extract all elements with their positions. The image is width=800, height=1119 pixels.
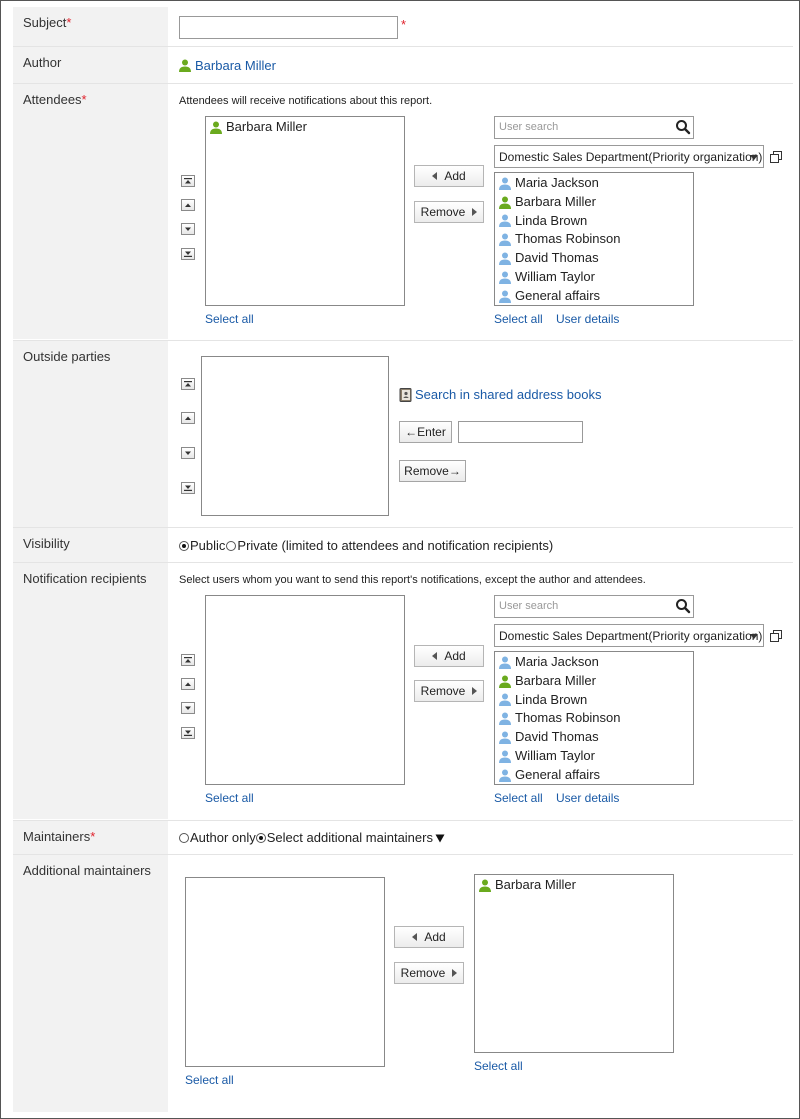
list-item[interactable]: Thomas Robinson	[495, 709, 693, 728]
visibility-private-radio[interactable]	[226, 541, 236, 551]
move-up-button[interactable]	[181, 412, 195, 424]
maintainers-options: Author only Select additional maintainers	[179, 830, 445, 845]
list-item[interactable]: Thomas Robinson	[495, 230, 693, 249]
popout-window-icon[interactable]	[770, 630, 782, 642]
author-row	[13, 47, 793, 83]
arrow-right-icon	[452, 969, 457, 977]
attendees-note: Attendees will receive notifications about this report.	[179, 95, 433, 107]
user-blue-icon	[499, 656, 511, 669]
notification-recipients-label: Notification recipients	[13, 563, 168, 819]
outside-party-input[interactable]	[458, 421, 583, 443]
attendees-candidate-list[interactable]	[494, 172, 694, 306]
maintainers-right-select-all-link[interactable]: Select all	[474, 1059, 523, 1073]
move-up-icon	[183, 414, 193, 422]
author-link[interactable]: Barbara Miller	[179, 58, 276, 73]
attendees-select-all-link[interactable]: Select all	[205, 312, 254, 326]
outside-parties-list[interactable]	[201, 356, 389, 516]
list-item[interactable]: General affairs	[495, 287, 693, 306]
user-blue-icon	[499, 712, 511, 725]
user-blue-icon	[499, 177, 511, 190]
maintainers-candidate-list[interactable]	[185, 877, 385, 1067]
list-item[interactable]: Barbara Miller	[475, 876, 673, 895]
list-item[interactable]: Maria Jackson	[495, 653, 693, 672]
list-item[interactable]: Linda Brown	[495, 212, 693, 231]
user-green-icon	[499, 675, 511, 688]
subject-required-mark: *	[401, 17, 407, 32]
move-top-button[interactable]	[181, 654, 195, 666]
user-green-icon	[479, 879, 491, 892]
move-up-button[interactable]	[181, 678, 195, 690]
maintainers-add-button[interactable]: Add	[394, 926, 464, 948]
move-down-button[interactable]	[181, 447, 195, 459]
user-blue-icon	[499, 290, 511, 303]
notification-select-all-link[interactable]: Select all	[205, 791, 254, 805]
maintainers-remove-button[interactable]: Remove	[394, 962, 464, 984]
arrow-right-icon	[472, 687, 477, 695]
additional-maintainers-label: Additional maintainers	[13, 855, 168, 1112]
candidates-select-all-link[interactable]: Select all	[494, 312, 543, 326]
visibility-public-radio[interactable]	[179, 541, 189, 551]
subject-label: Subject*	[13, 7, 168, 46]
outside-remove-button[interactable]: Remove→	[399, 460, 466, 482]
list-item[interactable]: Linda Brown	[495, 691, 693, 710]
popout-window-icon[interactable]	[770, 151, 782, 163]
outside-parties-label: Outside parties	[13, 341, 168, 527]
maintainers-selected-list[interactable]	[474, 874, 674, 1053]
address-book-icon	[399, 388, 412, 402]
move-down-button[interactable]	[181, 702, 195, 714]
maintainers-left-select-all-link[interactable]: Select all	[185, 1073, 234, 1087]
list-item[interactable]: General affairs	[495, 766, 693, 785]
visibility-label: Visibility	[13, 528, 168, 562]
move-bottom-icon	[183, 484, 193, 492]
move-top-icon	[183, 656, 193, 664]
maintainers-label: Maintainers*	[13, 821, 168, 854]
notification-selected-list[interactable]	[205, 595, 405, 785]
visibility-options: Public Private (limited to attendees and notification recipients)	[179, 538, 553, 553]
move-top-icon	[183, 177, 193, 185]
notification-user-search-input[interactable]: User search	[494, 595, 694, 618]
list-item[interactable]: Maria Jackson	[495, 174, 693, 193]
attendees-label: Attendees*	[13, 84, 168, 339]
candidates-select-all-link[interactable]: Select all	[494, 791, 543, 805]
search-icon[interactable]	[675, 119, 691, 135]
notification-candidate-list[interactable]	[494, 651, 694, 785]
arrow-left-icon	[432, 652, 437, 660]
user-green-icon	[210, 121, 222, 134]
attendees-remove-button[interactable]: Remove	[414, 201, 484, 223]
move-bottom-icon	[183, 729, 193, 737]
move-down-icon	[183, 449, 193, 457]
user-blue-icon	[499, 271, 511, 284]
user-green-icon	[499, 196, 511, 209]
attendees-selected-list[interactable]	[205, 116, 405, 306]
attendees-user-search-input[interactable]: User search	[494, 116, 694, 139]
list-item[interactable]: William Taylor	[495, 747, 693, 766]
arrow-right-icon	[472, 208, 477, 216]
move-bottom-button[interactable]	[181, 248, 195, 260]
attendees-add-button[interactable]: Add	[414, 165, 484, 187]
notification-note: Select users whom you want to send this report's notifications, except the author and attendees.	[179, 574, 646, 586]
subject-input[interactable]	[179, 16, 398, 39]
enter-button[interactable]: ←Enter	[399, 421, 452, 443]
move-top-icon	[183, 380, 193, 388]
chevron-down-icon	[750, 634, 758, 639]
maintainers-author-only-radio[interactable]	[179, 833, 189, 843]
notification-group-select[interactable]: Domestic Sales Department(Priority organization)	[494, 624, 764, 647]
user-blue-icon	[499, 750, 511, 763]
move-bottom-button[interactable]	[181, 727, 195, 739]
move-down-icon	[183, 704, 193, 712]
list-item[interactable]: William Taylor	[495, 268, 693, 287]
move-down-icon	[183, 225, 193, 233]
user-blue-icon	[499, 233, 511, 246]
move-top-button[interactable]	[181, 378, 195, 390]
move-down-button[interactable]	[181, 223, 195, 235]
user-details-link[interactable]: User details	[556, 791, 620, 805]
user-details-link[interactable]: User details	[556, 312, 620, 326]
list-item[interactable]: Barbara Miller	[495, 193, 693, 212]
move-up-icon	[183, 201, 193, 209]
list-item[interactable]: Barbara Miller	[206, 118, 404, 137]
move-up-icon	[183, 680, 193, 688]
list-item[interactable]: David Thomas	[495, 728, 693, 747]
user-blue-icon	[499, 769, 511, 782]
attendees-group-select[interactable]: Domestic Sales Department(Priority organization)	[494, 145, 764, 168]
author-label: Author	[13, 47, 168, 83]
arrow-left-icon	[412, 933, 417, 941]
move-top-button[interactable]	[181, 175, 195, 187]
user-blue-icon	[499, 214, 511, 227]
notification-remove-button[interactable]: Remove	[414, 680, 484, 702]
list-item[interactable]: David Thomas	[495, 249, 693, 268]
user-green-icon	[179, 59, 191, 72]
maintainers-additional-radio[interactable]	[256, 833, 266, 843]
chevron-down-icon	[750, 155, 758, 160]
arrow-left-icon	[432, 172, 437, 180]
notification-add-button[interactable]: Add	[414, 645, 484, 667]
search-icon[interactable]	[675, 598, 691, 614]
shared-address-book-search-link[interactable]: Search in shared address books	[399, 387, 601, 402]
triangle-down-icon[interactable]	[435, 834, 445, 843]
move-up-button[interactable]	[181, 199, 195, 211]
move-bottom-icon	[183, 250, 193, 258]
user-blue-icon	[499, 252, 511, 265]
user-blue-icon	[499, 731, 511, 744]
list-item[interactable]: Barbara Miller	[495, 672, 693, 691]
user-blue-icon	[499, 693, 511, 706]
move-bottom-button[interactable]	[181, 482, 195, 494]
